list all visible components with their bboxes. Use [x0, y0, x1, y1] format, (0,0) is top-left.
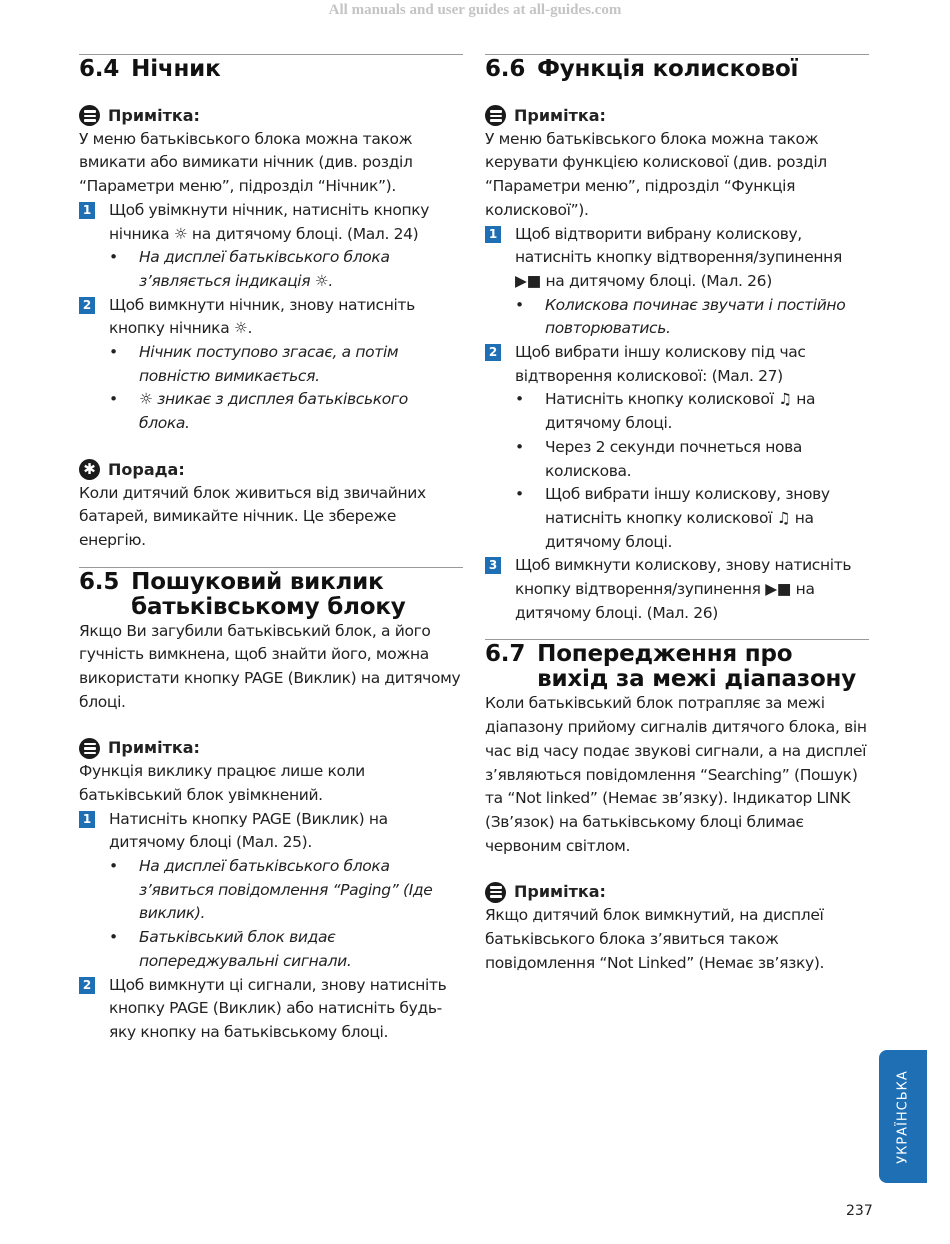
note-heading — [485, 880, 869, 904]
right-column — [485, 54, 869, 975]
list-item: • Нічник поступово згасає, а потім повністю вимикається. — [109, 343, 399, 385]
step-text: Щоб вибрати іншу колискову під час відтворення колискової: (Мал. 27) — [515, 343, 806, 385]
step — [79, 808, 463, 974]
note-icon — [485, 105, 506, 126]
step-text: Щоб вимкнути нічник, знову натисніть кнопку нічника ☼. — [109, 295, 415, 338]
step-text: Щоб увімкнути нічник, натисніть кнопку нічника ☼ на дитячому блоці. (Мал. 24) — [109, 200, 430, 243]
section-title: Попередження про вихід за межі діапазону — [537, 641, 857, 693]
tip-heading — [79, 458, 463, 482]
note-text: Функція виклику працює лише коли батьківський блок увімкнений. — [79, 762, 365, 804]
tip-text: Коли дитячий блок живиться від звичайних батарей, вимикайте нічник. Це збереже енергію. — [79, 483, 426, 549]
list-item: • На дисплеї батьківського блока з’являється індикація ☼. — [109, 248, 390, 290]
section-number: 6.7 — [485, 641, 526, 668]
section-number: 6.5 — [79, 568, 120, 595]
step-text: Щоб вимкнути колискову, знову натисніть кнопку відтворення/зупинення ▶■ на дитячому блоці. (Мал. 26) — [515, 556, 852, 622]
note-icon — [485, 882, 506, 903]
step-text: Натисніть кнопку PAGE (Виклик) на дитячому блоці (Мал. 25). — [109, 809, 388, 852]
list-item: • Натисніть кнопку колискової ♫ на дитячому блоці. — [515, 390, 816, 433]
list-item: • Через 2 секунди почнеться нова колискова. — [515, 437, 803, 480]
step-text: Щоб вимкнути ці сигнали, знову натисніть кнопку PAGE (Виклик) або натисніть будь-яку кнопку на батьківському блоці. — [109, 975, 447, 1041]
section-heading-6-5 — [79, 568, 463, 620]
section-intro: Якщо Ви загубили батьківський блок, а його гучність вимкнена, щоб знайти його, можна використати кнопку PAGE (Виклик) на дитячому блоці. — [79, 621, 461, 711]
list-item: • Колискова починає звучати і постійно повторюватись. — [515, 295, 846, 338]
step-number-icon: 2 — [485, 344, 501, 361]
note-label: Примітка: — [514, 106, 606, 125]
note-text: У меню батьківського блока можна також керувати функцією колискової (див. розділ “Параметри меню”, підрозділ “Функція колискової”). — [485, 129, 827, 219]
step — [485, 223, 869, 342]
note-label: Примітка: — [108, 106, 200, 125]
section-title: Нічник — [131, 56, 221, 82]
section-heading-6-6 — [485, 55, 869, 82]
note-heading — [79, 736, 463, 760]
section-heading-6-7 — [485, 640, 869, 692]
section-number: 6.6 — [485, 56, 526, 82]
step-number-icon: 1 — [485, 226, 501, 243]
note-text: У меню батьківського блока можна також вмикати або вимикати нічник (див. розділ “Параметри меню”, підрозділ “Нічник”). — [79, 129, 413, 196]
note-label: Примітка: — [514, 882, 606, 902]
note-heading — [79, 104, 463, 128]
step — [485, 341, 869, 554]
note-icon — [79, 738, 100, 759]
tip-icon: ✱ — [79, 459, 100, 480]
page-number: 237 — [846, 1203, 873, 1219]
list-item: • Батьківський блок видає попереджувальні сигнали. — [109, 928, 352, 970]
language-side-tab — [879, 1050, 927, 1183]
section-intro: Коли батьківський блок потрапляє за межі діапазону прийому сигналів дитячого блока, він час від часу подає звукові сигнали, а на дисплеї з’являються повідомлення “Searching” (Пошук) та “Not linked” (Немає зв’язку). Індикатор LINK (Зв’язок) на батьківському блоці блимає червоним світлом. — [485, 694, 867, 855]
list-item: • Щоб вибрати іншу колискову, знову натисніть кнопку колискової ♫ на дитячому блоці. — [515, 485, 830, 551]
step-number-icon: 1 — [79, 811, 95, 828]
step — [79, 294, 463, 436]
note-text: Якщо дитячий блок вимкнутий, на дисплеї батьківського блока з’явиться також повідомлення “Not Linked” (Немає зв’язку). — [485, 906, 825, 972]
section-number: 6.4 — [79, 56, 120, 82]
step-number-icon: 3 — [485, 557, 501, 574]
note-icon — [79, 105, 100, 126]
step — [79, 974, 463, 1045]
list-item: • ☼ зникає з дисплея батьківського блока. — [109, 390, 408, 433]
step-text: Щоб відтворити вибрану колискову, натисніть кнопку відтворення/зупинення ▶■ на дитячому блоці. (Мал. 26) — [515, 224, 842, 290]
step-number-icon: 1 — [79, 202, 95, 219]
step — [79, 199, 463, 294]
note-label: Примітка: — [108, 738, 200, 758]
section-title: Функція колискової — [537, 56, 799, 82]
watermark: All manuals and user guides at all-guides.com — [328, 2, 622, 18]
left-column — [79, 54, 463, 1045]
language-label: УКРАЇНСЬКА — [895, 1069, 911, 1164]
step-number-icon: 2 — [79, 297, 95, 314]
step — [485, 554, 869, 625]
step-number-icon: 2 — [79, 977, 95, 994]
section-title: Пошуковий виклик батьківському блоку — [131, 568, 406, 620]
tip-label: Порада: — [108, 459, 185, 479]
note-heading — [485, 104, 869, 128]
list-item: • На дисплеї батьківського блока з’явиться повідомлення “Paging” (Іде виклик). — [109, 856, 433, 923]
section-heading-6-4 — [79, 55, 463, 82]
